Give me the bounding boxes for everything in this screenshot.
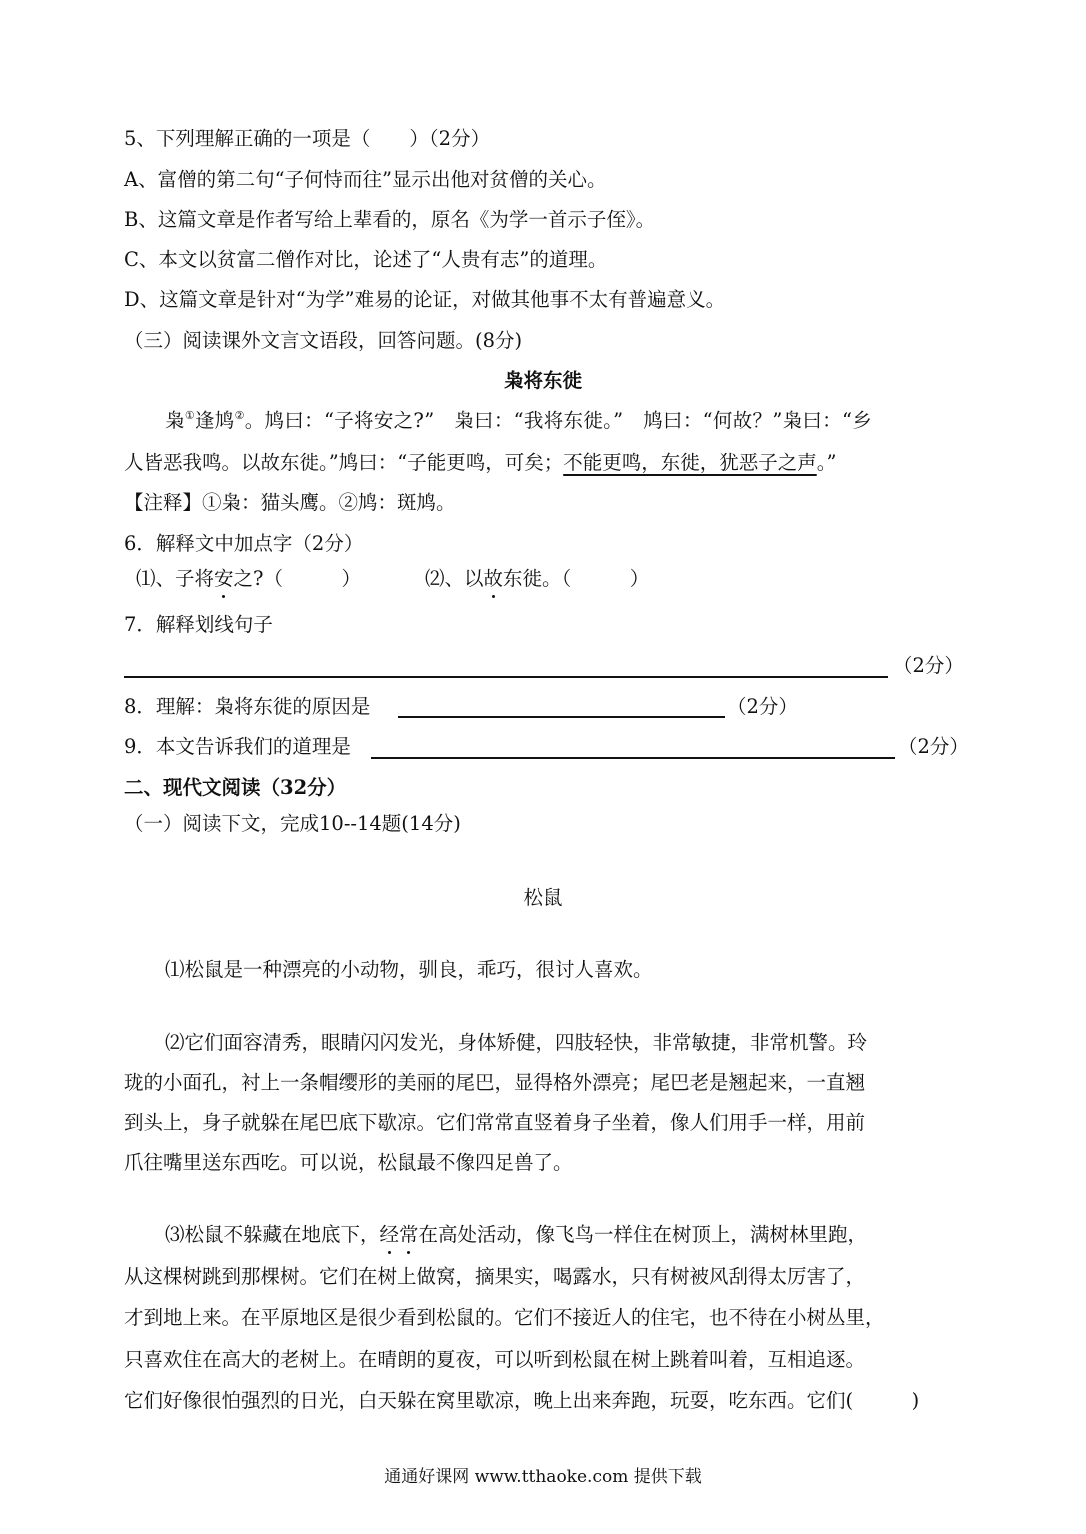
underlined-sentence: 不能更鸣，东徙，犹恶子之声 [563, 451, 817, 474]
q5-option-c: C、本文以贫富二僧作对比，论述了“人贵有志”的道理。 [124, 248, 608, 271]
passage-title: 枭将东徙 [503, 369, 582, 392]
dotted-char: 安 [214, 567, 234, 590]
article-paragraph-2-line: 爪往嘴里送东西吃。可以说，松鼠最不像四足兽了。 [124, 1151, 573, 1174]
part2-heading: 二、现代文阅读（32分） [124, 776, 347, 799]
article-text: ⑶松鼠不躲藏在地底下， [165, 1223, 380, 1246]
dotted-char: 经 [379, 1223, 400, 1246]
q7-title: 7．解释划线句子 [124, 613, 273, 636]
dotted-char: 常 [399, 1223, 419, 1246]
passage-text: 。” [816, 451, 837, 474]
q9-title: 9．本文告诉我们的道理是 [124, 735, 351, 758]
q5-option-d: D、这篇文章是针对“为学”难易的论证，对做其他事不太有普遍意义。 [124, 288, 726, 311]
q6-item-1 [136, 566, 361, 592]
q8-answer-line[interactable] [398, 716, 725, 718]
article-paragraph-3-line: 它们好像很怕强烈的日光，白天躲在窝里歇凉，晚上出来奔跑，玩耍，吃东西。它们( ) [124, 1389, 920, 1412]
passage-text: 人皆恶我鸣。以故东徙。”鸠曰：“子能更鸣，可矣； [124, 451, 564, 474]
q7-score: （2分） [893, 654, 964, 677]
q6-item-2 [425, 566, 649, 592]
q8-score: （2分） [727, 695, 798, 718]
article-paragraph-2-line: 珑的小面孔，衬上一条帽缨形的美丽的尾巴，显得格外漂亮；尾巴老是翘起来，一直翘 [124, 1071, 866, 1094]
footnote-mark-1: ① [184, 409, 195, 422]
q5-option-a: A、富僧的第二句“子何恃而往”显示出他对贫僧的关心。 [124, 168, 607, 191]
page-footer: 通通好课网 www.tthaoke.com 提供下载 [384, 1467, 702, 1487]
dotted-char: 故 [483, 567, 504, 590]
q6-item-2-answer: 东徙。（ ） [503, 567, 650, 590]
q6-title: 6．解释文中加点字（2分） [124, 532, 364, 555]
passage-text: 枭 [165, 409, 185, 432]
section3-heading: （三）阅读课外文言文语段，回答问题。(8分) [124, 329, 523, 352]
article-paragraph-3-line: 从这棵树跳到那棵树。它们在树上做窝，摘果实，喝露水，只有树被风刮得太厉害了， [124, 1265, 866, 1288]
q9-answer-line[interactable] [371, 757, 895, 759]
q6-item-1-text: ⑴、子将 [136, 567, 215, 590]
q5-option-b: B、这篇文章是作者写给上辈看的，原名《为学一首示子侄》。 [124, 208, 656, 231]
footnote-mark-2: ② [234, 409, 245, 422]
article-paragraph-3-line: 只喜欢住在高大的老树上。在晴朗的夏夜，可以听到松鼠在树上跳着叫着，互相追逐。 [124, 1348, 866, 1371]
q7-answer-line[interactable] [124, 676, 888, 678]
article-paragraph-3-line [165, 1222, 867, 1248]
passage-text: 逢鸠 [194, 409, 235, 432]
passage-line-2 [124, 450, 836, 476]
q9-score: （2分） [898, 735, 969, 758]
part2-subheading: （一）阅读下文，完成10--14题(14分) [124, 812, 461, 835]
article-text: 在高处活动，像飞鸟一样住在树顶上，满树林里跑， [418, 1223, 868, 1246]
q6-item-2-text: ⑵、以 [425, 567, 484, 590]
passage-line-1 [165, 408, 872, 434]
q8-title: 8．理解：枭将东徙的原因是 [124, 695, 371, 718]
annotation: 【注释】①枭：猫头鹰。②鸠：斑鸠。 [124, 491, 456, 514]
article-paragraph-3-line: 才到地上来。在平原地区是很少看到松鼠的。它们不接近人的住宅，也不待在小树丛里， [124, 1306, 885, 1329]
article-paragraph-1: ⑴松鼠是一种漂亮的小动物，驯良，乖巧，很讨人喜欢。 [165, 958, 653, 981]
article-paragraph-2-line: 到头上，身子就躲在尾巴底下歇凉。它们常常直竖着身子坐着，像人们用手一样，用前 [124, 1111, 866, 1134]
article-paragraph-2-line: ⑵它们面容清秀，眼睛闪闪发光，身体矫健，四肢轻快，非常敏捷，非常机警。玲 [165, 1031, 868, 1054]
q6-item-1-answer: 之?（ ） [233, 567, 361, 590]
q5-title: 5、下列理解正确的一项是（ ）（2分） [124, 127, 491, 150]
article-title: 松鼠 [523, 886, 563, 909]
passage-text: 。鸠曰：“子将安之?” 枭曰：“我将东徙。” 鸠曰：“何故？”枭曰：“乡 [244, 409, 873, 432]
